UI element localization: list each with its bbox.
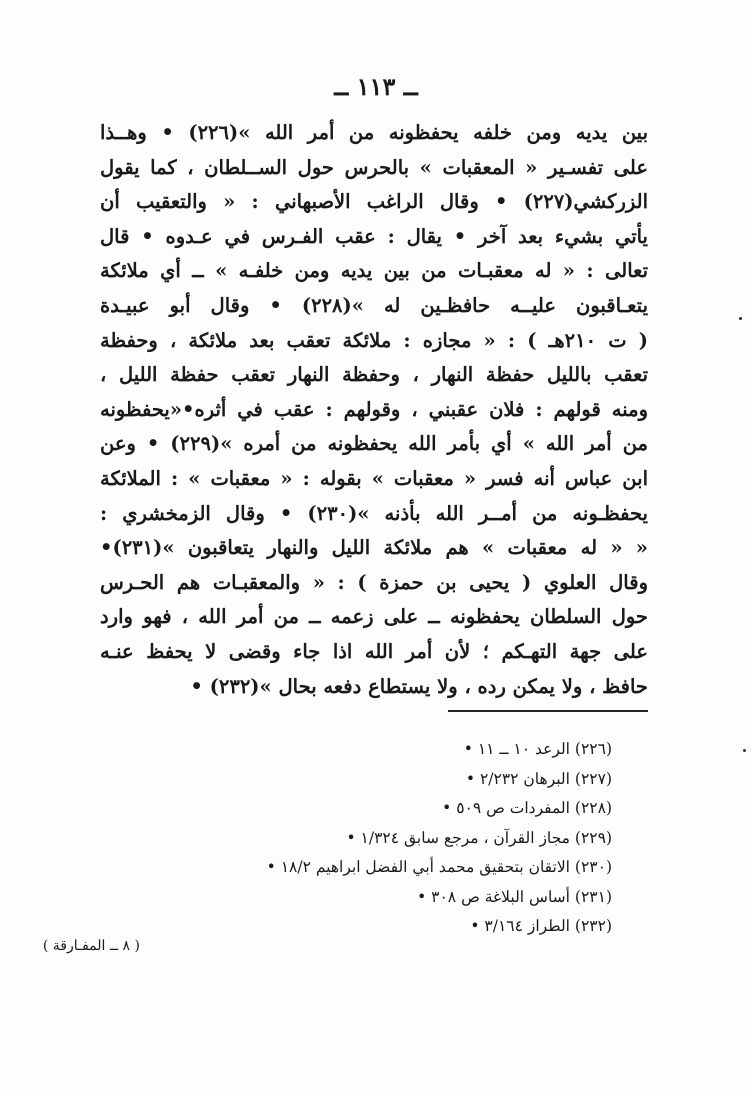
body-line: تعالى : « له معقبـات من بين يديه ومن خلفـه » ــ أي ملائكة xyxy=(100,259,648,283)
body-line: يتعـاقبون عليــه حافظـين له »(٢٢٨) • وقال أبو عبيـدة xyxy=(100,293,648,317)
body-line: « « له معقبات » هم ملائكة الليل والنهار يتعاقبون »(٢٣١)• xyxy=(100,536,648,560)
body-line: حافظ ، ولا يمكن رده ، ولا يستطاع دفعه بحال »(٢٣٢) • xyxy=(190,674,648,698)
body-line: على جهة التهـكم ؛ لأن أمر الله اذا جاء وقضى لا يحفظ عنـه xyxy=(100,639,648,663)
footnote: (٢٣٢) الطراز ٣/١٦٤ • xyxy=(470,917,612,935)
scan-speck xyxy=(739,317,742,320)
footnote: (٢٢٩) مجاز القرآن ، مرجع سابق ١/٣٢٤ • xyxy=(346,828,612,847)
body-line: ومنه قولهم : فلان عقبني ، وقولهم : عقب في أثره•«يحفظونه xyxy=(100,397,648,421)
body-line: ابن عباس أنه فسر « معقبات » بقوله : « معقبات » : الملائكة xyxy=(100,466,648,490)
body-line: وقال العلوي ( يحيى بن حمزة ) : « والمعقبـات هم الحـرس xyxy=(100,570,648,594)
body-line: حول السلطان يحفظونه ــ على زعمه ــ من أمر الله ، فهو وارد xyxy=(100,605,648,629)
body-line: ( ت ٢١٠هـ ) : « مجازه : ملائكة تعقب بعد ملائكة ، وحفظة xyxy=(100,328,648,352)
body-line: على تفسـير « المعقبات » بالحرس حول الســلطان ، كما يقول xyxy=(100,155,648,179)
body-line: تعقب بالليل حفظة النهار ، وحفظة النهار تعقب حفظة الليل ، xyxy=(100,363,648,387)
body-line: الزركشي(٢٢٧) • وقال الراغب الأصبهاني : « والتعقيب أن xyxy=(100,190,648,214)
scan-speck xyxy=(743,749,746,752)
footnote: (٢٢٨) المفردات ص ٥٠٩ • xyxy=(442,799,612,817)
body-line: يحفظـونه من أمــر الله بأذنه »(٢٣٠) • وقال الزمخشري : xyxy=(100,501,648,525)
body-line: بين يديه ومن خلفه يحفظونه من أمر الله »(٢٢٦) • وهــذا xyxy=(100,121,648,144)
page-number: ــ ١١٣ ــ xyxy=(334,72,418,101)
footnote: (٢٣١) أساس البلاغة ص ٣٠٨ • xyxy=(417,887,612,906)
footnote-divider xyxy=(448,710,648,712)
signature-mark: ( ٨ ــ المفـارقة ) xyxy=(42,938,140,954)
footnote: (٢٣٠) الاتقان بتحقيق محمد أبي الفضل ابراهيم ١٨/٢ • xyxy=(266,858,612,876)
footnote: (٢٢٧) البرهان ٢/٢٣٢ • xyxy=(465,769,612,788)
body-line: يأتي بشيء بعد آخر • يقال : عقب الفـرس في عـدوه • قال xyxy=(100,224,648,248)
footnotes xyxy=(152,735,612,942)
body-text xyxy=(100,116,648,704)
footnote: (٢٢٦) الرعد ١٠ ــ ١١ • xyxy=(463,740,612,758)
body-line: من أمر الله » أي بأمر الله يحفظونه من أمره »(٢٢٩) • وعن xyxy=(100,432,648,456)
